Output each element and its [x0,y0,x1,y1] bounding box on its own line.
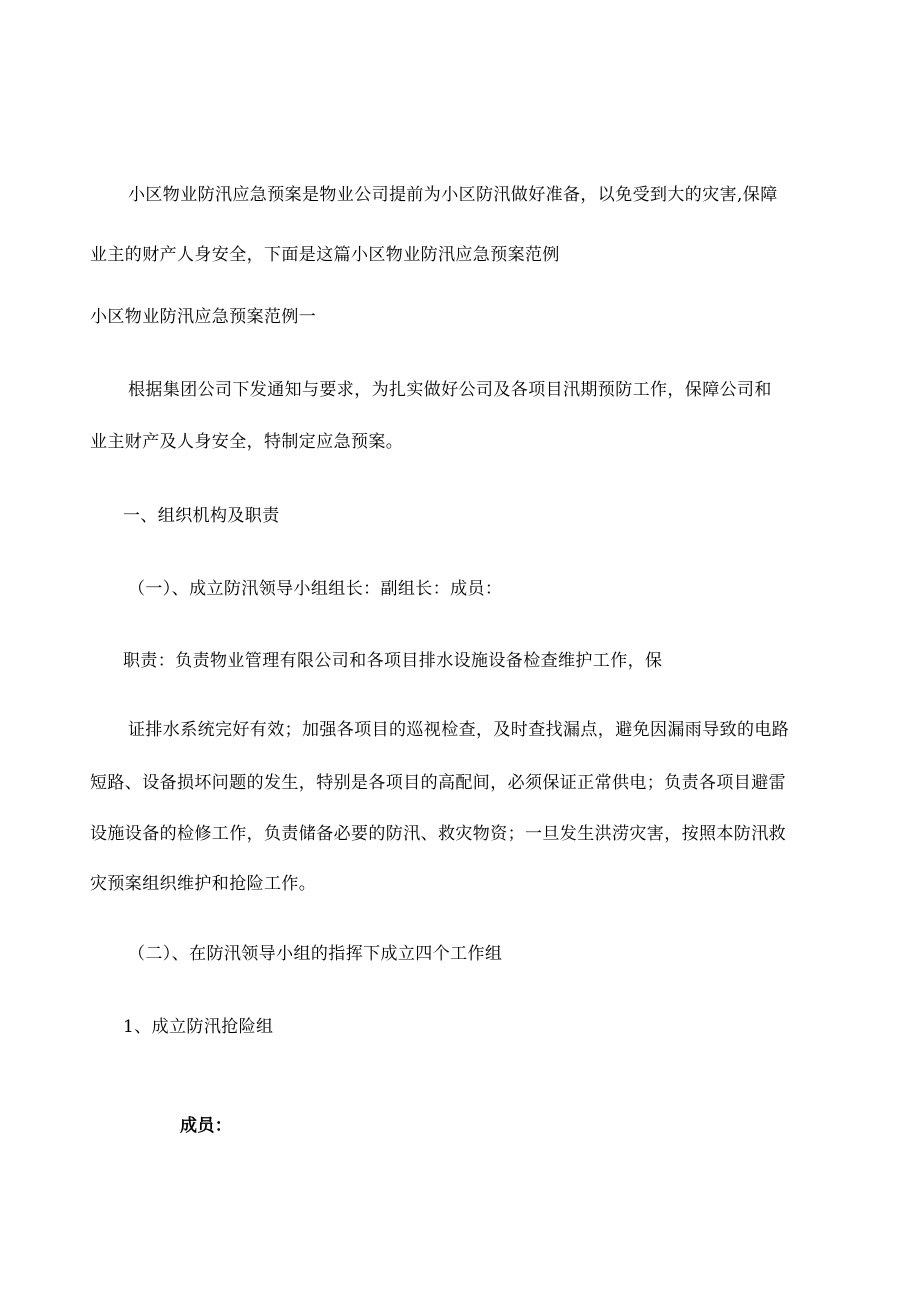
preamble-line-1: 根据集团公司下发通知与要求，为扎实做好公司及各项目汛期预防工作，保障公司和 [128,380,772,400]
intro-line-1: 小区物业防汛应急预案是物业公司提前为小区防汛做好准备，以免受到大的灾害,保障 [128,185,778,205]
intro-line-2: 业主的财产人身安全，下面是这篇小区物业防汛应急预案范例 [90,245,560,265]
duties-line-5: 灾预案组织维护和抢险工作。 [90,874,317,894]
section-1-heading: 一、组织机构及职责 [123,506,280,526]
duties-line-3: 短路、设备损坏问题的发生，特别是各项目的高配间，必须保证正常供电；负责各项目避雷 [90,773,786,793]
members-label: 成员： [180,1116,233,1136]
subsection-1-heading: （一）、成立防汛领导小组组长：副组长：成员： [128,579,503,599]
duties-line-2: 证排水系统完好有效；加强各项目的巡视检查，及时查找漏点，避免因漏雨导致的电路 [128,720,790,740]
duties-line-4: 设施设备的检修工作，负责储备必要的防汛、救灾物资；一旦发生洪涝灾害，按照本防汛救 [90,824,786,844]
duties-line-1: 职责：负责物业管理有限公司和各项目排水设施设备检查维护工作，保 [123,651,663,671]
group-1-heading: 1、成立防汛抢险组 [123,1017,274,1037]
subsection-2-heading: （二）、在防汛领导小组的指挥下成立四个工作组 [128,944,503,964]
preamble-line-2: 业主财产及人身安全，特制定应急预案。 [90,432,404,452]
example-title: 小区物业防汛应急预案范例一 [90,307,317,327]
